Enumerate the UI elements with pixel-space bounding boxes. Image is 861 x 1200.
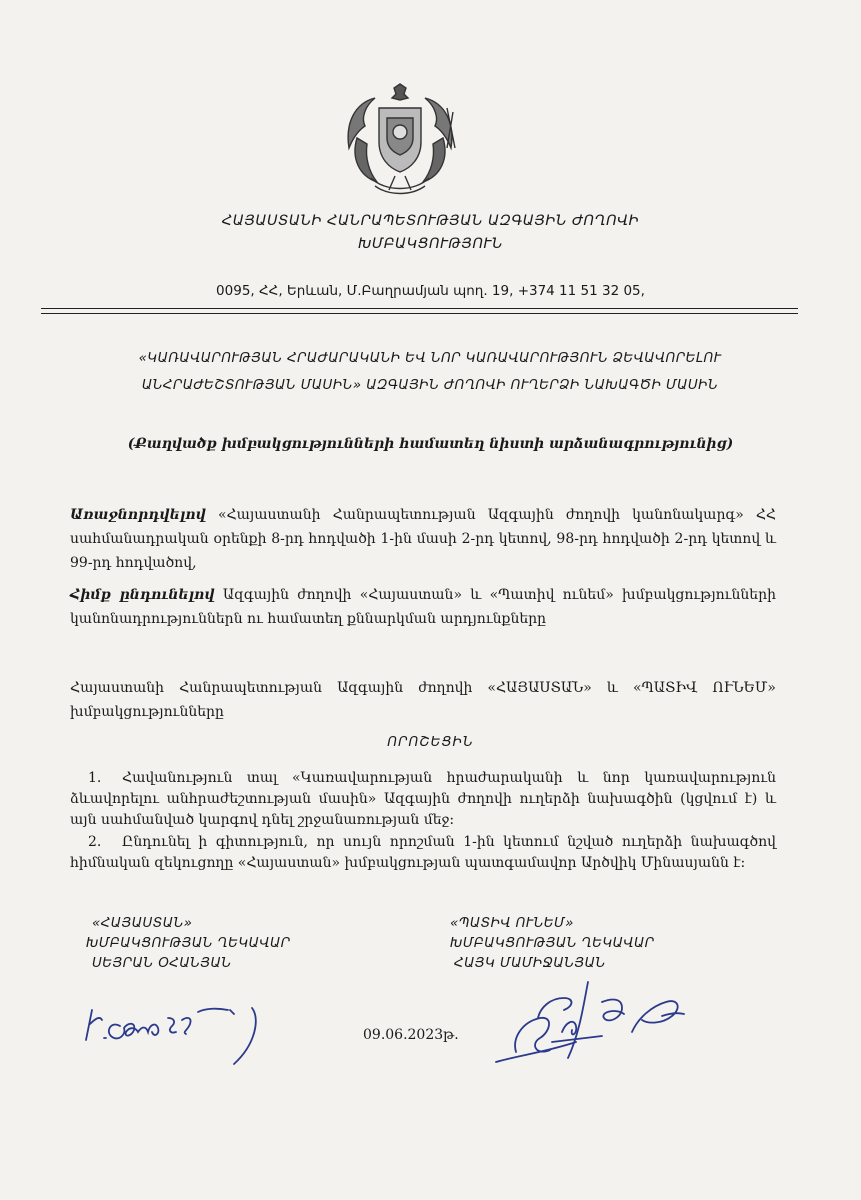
- paragraph-factions: Հայաստանի Հանրապետության Ազգային ժողովի «ՀԱՅԱՍՏԱՆ» և «ՊԱՏԻՎ ՈՒՆԵՄ» խմբակցությունները: [70, 680, 776, 720]
- handwritten-signature-right: [492, 972, 702, 1072]
- paragraph-lead: Հիմք ընդունելով: [70, 587, 215, 603]
- faction-name: «ՊԱՏԻՎ ՈՒՆԵՄ»: [450, 915, 574, 931]
- item-number: 2.: [88, 834, 102, 850]
- faction-name: «ՀԱՅԱՍՏԱՆ»: [92, 915, 193, 931]
- header-divider: [41, 308, 798, 309]
- paragraph-lead: Առաջնորդվելով: [70, 507, 206, 523]
- signature-block-right: [450, 913, 654, 973]
- signature-block-left: [86, 913, 290, 973]
- signatory-name: ՍԵՅՐԱՆ ՕՀԱՆՅԱՆ: [92, 955, 232, 971]
- document-subtitle: (Քաղվածք խմբակցությունների համատեղ նիստի արձանագրությունից): [127, 436, 734, 452]
- coat-of-arms-emblem: [335, 78, 465, 200]
- paragraph-guided-by: [70, 503, 776, 575]
- decision-item-2: [70, 832, 776, 874]
- header-divider-thin: [41, 313, 798, 314]
- item-text: Հավանություն տալ «Կառավարության հրաժարականի և նոր կառավարություն ձևավորելու անհրաժեշտության մասին» Ազգային ժողովի ուղերձի նախագծին (կցվում է) և այն սահմանված կարգով դնել շրջանառության մեջ:: [70, 770, 776, 828]
- paragraph-text: Ազգային ժողովի «Հայաստան» և «Պատիվ ունեմ» խմբակցությունների կանոնադրություններն ու համատեղ քննարկման արդյունքները: [70, 587, 776, 627]
- document-title-line2: ԱՆՀՐԱԺԵՇՏՈՒԹՅԱՆ ՄԱՍԻՆ» ԱԶԳԱՅԻՆ ԺՈՂՈՎԻ ՈՒՂԵՐՁԻ ՆԱԽԱԳԾԻ ՄԱՍԻՆ: [141, 377, 719, 393]
- signatory-position: ԽՄԲԱԿՑՈՒԹՅԱՆ ՂԵԿԱՎԱՐ: [86, 935, 291, 951]
- document-date: 09.06.2023թ.: [363, 1027, 459, 1043]
- item-text: Ընդունել ի գիտություն, որ սույն որոշման 1-ին կետում նշված ուղերձի նախագծով հիմնական զեկուցողը «Հայաստան» խմբակցության պատգամավոր Արծվիկ Մինասյանն է:: [70, 834, 776, 871]
- organization-name: ՀԱՅԱՍՏԱՆԻ ՀԱՆՐԱՊԵՏՈՒԹՅԱՆ ԱԶԳԱՅԻՆ ԺՈՂՈՎԻ: [221, 213, 640, 229]
- signatory-name: ՀԱՅԿ ՄԱՄԻՋԱՆՅԱՆ: [454, 955, 606, 971]
- signatory-position: ԽՄԲԱԿՑՈՒԹՅԱՆ ՂԵԿԱՎԱՐ: [450, 935, 655, 951]
- decision-item-1: [70, 768, 776, 831]
- paragraph-based-on: [70, 583, 776, 631]
- decided-heading: ՈՐՈՇԵՑԻՆ: [387, 734, 474, 750]
- handwritten-signature-left: [80, 990, 280, 1070]
- document-title-line1: «ԿԱՌԱՎԱՐՈՒԹՅԱՆ ՀՐԱԺԱՐԱԿԱՆԻ ԵՎ ՆՈՐ ԿԱՌԱՎԱՐՈՒԹՅՈՒՆ ՁԵՎԱՎՈՐԵԼՈՒ: [138, 350, 722, 366]
- address: 0095, ՀՀ, Երևան, Մ.Բաղրամյան պող. 19, +374 11 51 32 05,: [216, 283, 645, 299]
- paragraph-text: «Հայաստանի Հանրապետության Ազգային ժողովի կանոնակարգ» ՀՀ սահմանադրական օրենքի 8-րդ հոդվածի 1-ին մասի 2-րդ կետով, 98-րդ հոդվածի 2-րդ կետով և 99-րդ հոդվածով,: [70, 507, 776, 571]
- organization-subname: ԽՄԲԱԿՑՈՒԹՅՈՒՆ: [358, 236, 503, 252]
- item-number: 1.: [88, 770, 102, 786]
